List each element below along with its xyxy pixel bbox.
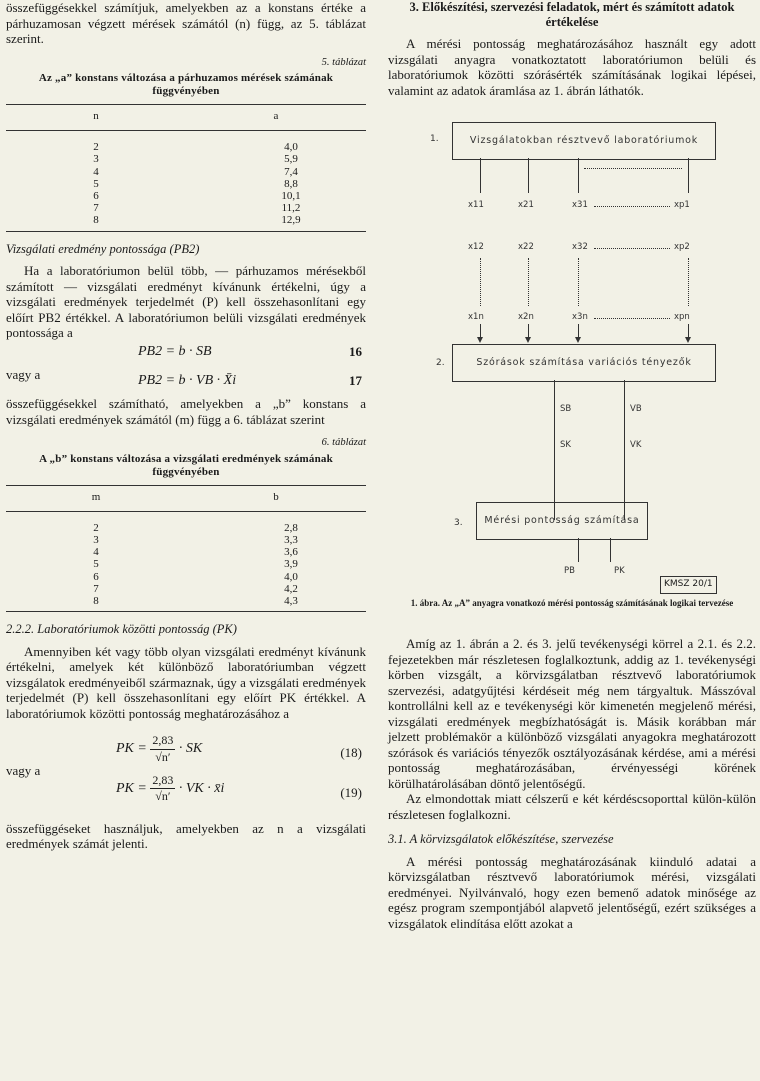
table-cell: 3,6 bbox=[284, 546, 298, 559]
flow-diagram bbox=[388, 110, 756, 648]
table-cell: 2,8 bbox=[284, 521, 298, 534]
table-cell: 8 bbox=[6, 214, 186, 231]
table-row bbox=[6, 202, 366, 214]
preparation-paragraph: A mérési pontosság meghatározásának kiinduló adatai a körvizsgálatban résztvevő laboratóriumok mérési, vizsgálati eredményei. Nyilvánvaló, hogy ezen bemenő adatok minősége az egész program szempontjából alapvető jelentőségű, ezért szükséges a vizsgálatok elindítása előtt azokat a bbox=[388, 853, 756, 931]
dotted-connector bbox=[594, 318, 670, 319]
step1-box: Vizsgálatokban résztvevő laboratóriumok bbox=[452, 122, 716, 160]
left-column bbox=[6, 0, 366, 852]
table-cell: 6 bbox=[93, 190, 99, 203]
arrow-down-icon bbox=[525, 337, 531, 343]
connector-line bbox=[480, 324, 481, 338]
arrow-down-icon bbox=[685, 337, 691, 343]
equation-19-fraction bbox=[150, 773, 175, 805]
table5 bbox=[6, 104, 366, 232]
var-xpn: xpn bbox=[674, 312, 690, 322]
equation-17-number: 17 bbox=[349, 373, 362, 389]
vagy-label-2: vagy a bbox=[6, 763, 41, 779]
table-cell: 8 bbox=[6, 595, 186, 612]
equation-18-lhs: PK = bbox=[116, 741, 147, 757]
dotted-connector bbox=[584, 168, 682, 169]
table-cell: 7 bbox=[93, 202, 99, 215]
table-row bbox=[6, 595, 366, 612]
table-cell: 4 bbox=[93, 165, 99, 178]
equation-19-rhs: · VK · x̄i bbox=[178, 780, 225, 796]
table-row bbox=[6, 583, 366, 595]
equation-18-denominator: √n′ bbox=[155, 749, 171, 764]
var-sk: SK bbox=[560, 440, 571, 450]
dotted-connector bbox=[480, 258, 481, 306]
closing-paragraph: összefüggéseket használjuk, amelyekben az n a vizsgálati eredmények számát jelenti. bbox=[6, 820, 366, 852]
summary-paragraph: Az elmondottak miatt célszerű e két kérdéscsoporttal külön-külön részletesen foglalkozni. bbox=[388, 791, 756, 822]
connector-line bbox=[688, 158, 689, 193]
step3-box: Mérési pontosság számítása bbox=[476, 502, 648, 540]
table-cell: 7,4 bbox=[284, 165, 298, 178]
equation-18-rhs: · SK bbox=[178, 741, 203, 757]
table-cell: 3 bbox=[93, 153, 99, 166]
dotted-connector bbox=[594, 206, 670, 207]
connector-line bbox=[624, 380, 625, 520]
table5-header-n: n bbox=[6, 105, 186, 131]
connector-line bbox=[480, 158, 481, 193]
dotted-connector bbox=[594, 248, 670, 249]
var-x1n: x1n bbox=[468, 312, 484, 322]
table-row bbox=[6, 131, 366, 154]
equation-19-numerator: 2,83 bbox=[150, 773, 175, 790]
connector-line bbox=[578, 538, 579, 562]
vagy-label-1: vagy a bbox=[6, 366, 41, 382]
equation-19-lhs: PK = bbox=[116, 780, 147, 796]
table6 bbox=[6, 485, 366, 613]
table-cell: 5,9 bbox=[284, 153, 298, 166]
arrow-down-icon bbox=[575, 337, 581, 343]
equation-17-body: PB2 = b · VB · X̄i bbox=[138, 373, 237, 389]
figure-caption: 1. ábra. Az „A” anyagra vonatkozó mérési pontosság számításának logikai tervezése bbox=[410, 598, 734, 608]
table-cell: 10,1 bbox=[281, 190, 301, 203]
var-pb: PB bbox=[564, 566, 575, 576]
equation-16-body: PB2 = b · SB bbox=[138, 343, 212, 359]
equation-19-body bbox=[116, 773, 224, 805]
table-cell: 5 bbox=[93, 177, 99, 190]
table-row bbox=[6, 558, 366, 570]
table5-header-a: a bbox=[186, 105, 366, 131]
table-cell: 2 bbox=[93, 141, 99, 154]
equation-16 bbox=[6, 341, 366, 367]
dotted-connector bbox=[578, 258, 579, 306]
heading-3-1: 3.1. A körvizsgálatok előkészítése, szervezése bbox=[388, 832, 614, 846]
var-x11: x11 bbox=[468, 200, 484, 210]
table-cell: 4,0 bbox=[284, 141, 298, 154]
equation-17 bbox=[6, 370, 366, 396]
table-cell: 5 bbox=[93, 558, 99, 571]
table5-number: 5. táblázat bbox=[321, 56, 366, 68]
var-xp1: xp1 bbox=[674, 200, 690, 210]
table-cell: 3,9 bbox=[284, 558, 298, 571]
table-row bbox=[6, 153, 366, 165]
equation-19 bbox=[6, 773, 366, 815]
table-cell: 3 bbox=[93, 534, 99, 547]
heading-pb2: Vizsgálati eredmény pontossága (PB2) bbox=[6, 241, 200, 256]
table6-number: 6. táblázat bbox=[321, 437, 366, 449]
step2-box: Szórások számítása variációs tényezők bbox=[452, 344, 716, 382]
table6-title: A „b” konstans változása a vizsgálati eredmények számának függvényében bbox=[39, 452, 333, 478]
table-cell: 3,3 bbox=[284, 534, 298, 547]
heading-pk: 2.2.2. Laboratóriumok közötti pontosság (PK) bbox=[6, 622, 237, 637]
table-row bbox=[6, 534, 366, 546]
table-cell: 4,2 bbox=[284, 582, 298, 595]
right-column bbox=[388, 0, 756, 931]
step1-number: 1. bbox=[430, 134, 439, 144]
equation-18-number: (18) bbox=[340, 745, 362, 761]
equation-18-fraction bbox=[150, 733, 175, 765]
table-cell: 4 bbox=[93, 546, 99, 559]
connector-line bbox=[578, 324, 579, 338]
table6-header-b: b bbox=[186, 485, 366, 511]
discussion-paragraph: Amíg az 1. ábrán a 2. és 3. jelű tevékenységi körrel a 2.1. és 2.2. fejezetekben már részletesen foglalkoztunk, addig az 1. tevékenységi körben vizsgált, a körvizsgálatban résztvevő laboratóriumok szervezési, adatgyűjtési kérdéseit még nem tárgyaltuk. Másszóval kontrollálni kell az e tevékenységi kör kimenetén megjelenő mérési, vizsgálati eredmények megbízhatóságát is. Másik korábban már jelzett problémakör a különböző vizsgálati anyagokra meghatározott szórások és variációs tényezők osztályozásának kérdése, ami a mérési pontosság meghatározásában, érvényességi körének körülhatárolásában döntő jelentőségű. bbox=[388, 636, 756, 791]
equation-18-body bbox=[116, 733, 202, 765]
section-intro-paragraph: A mérési pontosság meghatározásához használt egy adott vizsgálati anyagra vonatkoztatott laboratóriumon belüli és laboratóriumok közötti szórásérték számításának logikai lépései, valamint az adatok áramlása az 1. ábrán láthatók. bbox=[388, 36, 756, 98]
dotted-connector bbox=[528, 258, 529, 306]
table6-header-m: m bbox=[6, 485, 186, 511]
section-title: 3. Előkészítési, szervezési feladatok, mért és számított adatok értékelése bbox=[409, 0, 735, 29]
pb2-paragraph: Ha a laboratóriumon belül több, — párhuzamos mérésekből számított — vizsgálati eredményt kívánunk értékelni, úgy a vizsgálati eredmények terjedelmét (P) kell összehasonlítani egy előírt PB2 értékkel. A laboratóriumon belüli vizsgálati eredmények pontossága a bbox=[6, 263, 366, 341]
var-x3n: x3n bbox=[572, 312, 588, 322]
b-constant-paragraph: összefüggésekkel számítható, amelyekben a „b” konstans a vizsgálati eredmények számától (m) függ a 6. táblázat szerint bbox=[6, 396, 366, 427]
table-row bbox=[6, 546, 366, 558]
table-cell: 11,2 bbox=[281, 202, 301, 215]
table-cell: 7 bbox=[93, 582, 99, 595]
step3-number: 3. bbox=[454, 518, 463, 528]
table-cell: 12,9 bbox=[186, 214, 366, 231]
table-cell: 4,3 bbox=[186, 595, 366, 612]
arrow-down-icon bbox=[477, 337, 483, 343]
step2-number: 2. bbox=[436, 358, 445, 368]
var-x31: x31 bbox=[572, 200, 588, 210]
table-cell: 6 bbox=[93, 570, 99, 583]
table5-title: Az „a” konstans változása a párhuzamos mérések számának függvényében bbox=[38, 72, 334, 97]
table-cell: 8,8 bbox=[284, 177, 298, 190]
connector-line bbox=[528, 324, 529, 338]
connector-line bbox=[528, 158, 529, 193]
connector-line bbox=[688, 324, 689, 338]
figure-stamp: KMSZ 20/1 bbox=[660, 576, 717, 594]
table-row bbox=[6, 571, 366, 583]
table-cell: 2 bbox=[93, 521, 99, 534]
table-row bbox=[6, 214, 366, 231]
table-row bbox=[6, 166, 366, 178]
var-x2n: x2n bbox=[518, 312, 534, 322]
table-row bbox=[6, 190, 366, 202]
pk-paragraph: Amennyiben két vagy több olyan vizsgálati eredményt kívánunk értékelni, amelyek két különböző laboratóriumban végzett vizsgálatok eredményeiből származnak, úgy a vizsgálati eredmények terjedelmét (P) kell összehasonlítani egy előírt PK értékkel. A laboratóriumok közötti pontosság meghatározásához a bbox=[6, 643, 366, 721]
equation-19-number: (19) bbox=[340, 784, 362, 800]
var-vk: VK bbox=[630, 440, 642, 450]
var-sb: SB bbox=[560, 404, 572, 414]
equation-19-denominator: √n′ bbox=[155, 789, 171, 804]
var-x32: x32 bbox=[572, 242, 588, 252]
connector-line bbox=[578, 158, 579, 193]
dotted-connector bbox=[688, 258, 689, 306]
connector-line bbox=[610, 538, 611, 562]
intro-paragraph: összefüggésekkel számítjuk, amelyekben az a konstans értéke a párhuzamosan végzett mérések számától (n) függ, az 5. táblázat szerint. bbox=[6, 0, 366, 46]
var-x21: x21 bbox=[518, 200, 534, 210]
connector-line bbox=[554, 380, 555, 520]
table-cell: 4,0 bbox=[284, 570, 298, 583]
var-x12: x12 bbox=[468, 242, 484, 252]
var-vb: VB bbox=[630, 404, 642, 414]
var-xp2: xp2 bbox=[674, 242, 690, 252]
var-pk: PK bbox=[614, 566, 625, 576]
equation-16-number: 16 bbox=[349, 343, 362, 359]
equation-18 bbox=[6, 733, 366, 775]
table-row bbox=[6, 511, 366, 534]
var-x22: x22 bbox=[518, 242, 534, 252]
equation-18-numerator: 2,83 bbox=[150, 733, 175, 750]
table-row bbox=[6, 178, 366, 190]
